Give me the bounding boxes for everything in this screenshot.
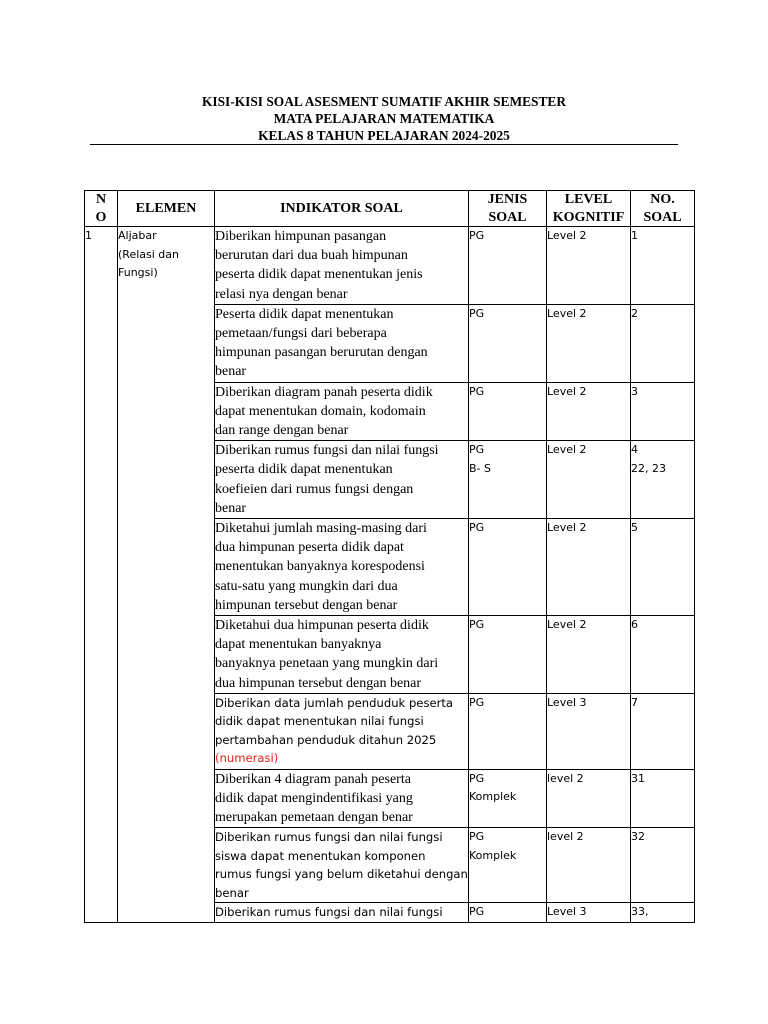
elemen-line: (Relasi dan — [118, 247, 179, 261]
jenis-soal-cell: PG — [469, 519, 547, 616]
jenis-soal-cell: PG B- S — [469, 441, 547, 519]
indikator-cell: Diberikan rumus fungsi dan nilai fungsi peserta didik dapat menentukan koefieien dari rumus fungsi dengan benar — [215, 441, 469, 519]
indikator-cell: Peserta didik dapat menentukan pemetaan/fungsi dari beberapa himpunan pasangan berurutan dengan benar — [215, 304, 469, 382]
no-soal-cell: 33, — [631, 903, 695, 923]
numerasi-note: (numerasi) — [215, 751, 279, 766]
table-row — [85, 227, 695, 305]
no-soal-cell: 31 — [631, 769, 695, 828]
indikator-cell: Diketahui dua himpunan peserta didik dapat menentukan banyaknya banyaknya penetaan yang mungkin dari dua himpunan tersebut dengan benar — [215, 616, 469, 694]
jenis-soal-cell: PG — [469, 693, 547, 769]
indikator-cell: Diberikan diagram panah peserta didik dapat menentukan domain, kodomain dan range dengan benar — [215, 382, 469, 441]
elemen-line: Fungsi) — [118, 266, 158, 279]
no-soal-cell: 4 22, 23 — [631, 441, 695, 519]
jenis-soal-cell: PG — [469, 382, 547, 441]
jenis-soal-cell: PG — [469, 304, 547, 382]
no-soal-cell: 32 — [631, 828, 695, 903]
title-line-2: MATA PELAJARAN MATEMATIKA — [273, 111, 495, 126]
level-cell: Level 2 — [547, 227, 631, 305]
level-cell: level 2 — [547, 828, 631, 903]
level-cell: Level 3 — [547, 903, 631, 923]
header-jenis-soal: JENIS SOAL — [469, 191, 547, 227]
title-divider — [90, 144, 678, 145]
indikator-cell: Diketahui jumlah masing-masing dari dua himpunan peserta didik dapat menentukan banyaknya korespodensi satu-satu yang mungkin dari dua himpunan tersebut dengan benar — [215, 519, 469, 616]
indikator-cell: Diberikan rumus fungsi dan nilai fungsi siswa dapat menentukan komponen rumus fungsi yang belum diketahui dengan benar — [215, 828, 469, 903]
jenis-soal-cell: PG Komplek — [469, 828, 547, 903]
indikator-cell: Diberikan rumus fungsi dan nilai fungsi — [215, 903, 469, 923]
no-soal-cell: 5 — [631, 519, 695, 616]
no-soal-cell: 3 — [631, 382, 695, 441]
jenis-soal-cell: PG Komplek — [469, 769, 547, 828]
header-indikator: INDIKATOR SOAL — [215, 191, 469, 227]
level-cell: Level 3 — [547, 693, 631, 769]
level-cell: Level 2 — [547, 616, 631, 694]
no-soal-cell: 7 — [631, 693, 695, 769]
header-level-kognitif: LEVEL KOGNITIF — [547, 191, 631, 227]
title-line-3: KELAS 8 TAHUN PELAJARAN 2024-2025 — [258, 128, 510, 143]
document-title — [90, 93, 678, 144]
header-no: N O — [85, 191, 118, 227]
level-cell: Level 2 — [547, 519, 631, 616]
no-soal-cell: 1 — [631, 227, 695, 305]
indikator-cell: Diberikan 4 diagram panah peserta didik dapat mengindentifikasi yang merupakan pemetaan dengan benar — [215, 769, 469, 828]
jenis-soal-cell: PG — [469, 227, 547, 305]
level-cell: Level 2 — [547, 441, 631, 519]
level-cell: Level 2 — [547, 304, 631, 382]
title-line-1: KISI-KISI SOAL ASESMENT SUMATIF AKHIR SEMESTER — [201, 94, 566, 109]
table-header-row — [85, 191, 695, 227]
no-soal-cell: 2 — [631, 304, 695, 382]
level-cell: level 2 — [547, 769, 631, 828]
header-elemen: ELEMEN — [118, 191, 215, 227]
indikator-cell: Diberikan data jumlah penduduk peserta didik dapat menentukan nilai fungsi pertambahan penduduk ditahun 2025 (numerasi) — [215, 693, 469, 769]
level-cell: Level 2 — [547, 382, 631, 441]
kisi-kisi-table — [84, 190, 695, 923]
elemen-cell — [118, 227, 215, 923]
jenis-soal-cell: PG — [469, 903, 547, 923]
no-soal-cell: 6 — [631, 616, 695, 694]
elemen-line: Aljabar — [118, 229, 157, 242]
header-no-soal: NO. SOAL — [631, 191, 695, 227]
indikator-cell: Diberikan himpunan pasangan berurutan dari dua buah himpunan peserta didik dapat menentukan jenis relasi nya dengan benar — [215, 227, 469, 305]
row-number-cell: 1 — [85, 227, 118, 923]
jenis-soal-cell: PG — [469, 616, 547, 694]
